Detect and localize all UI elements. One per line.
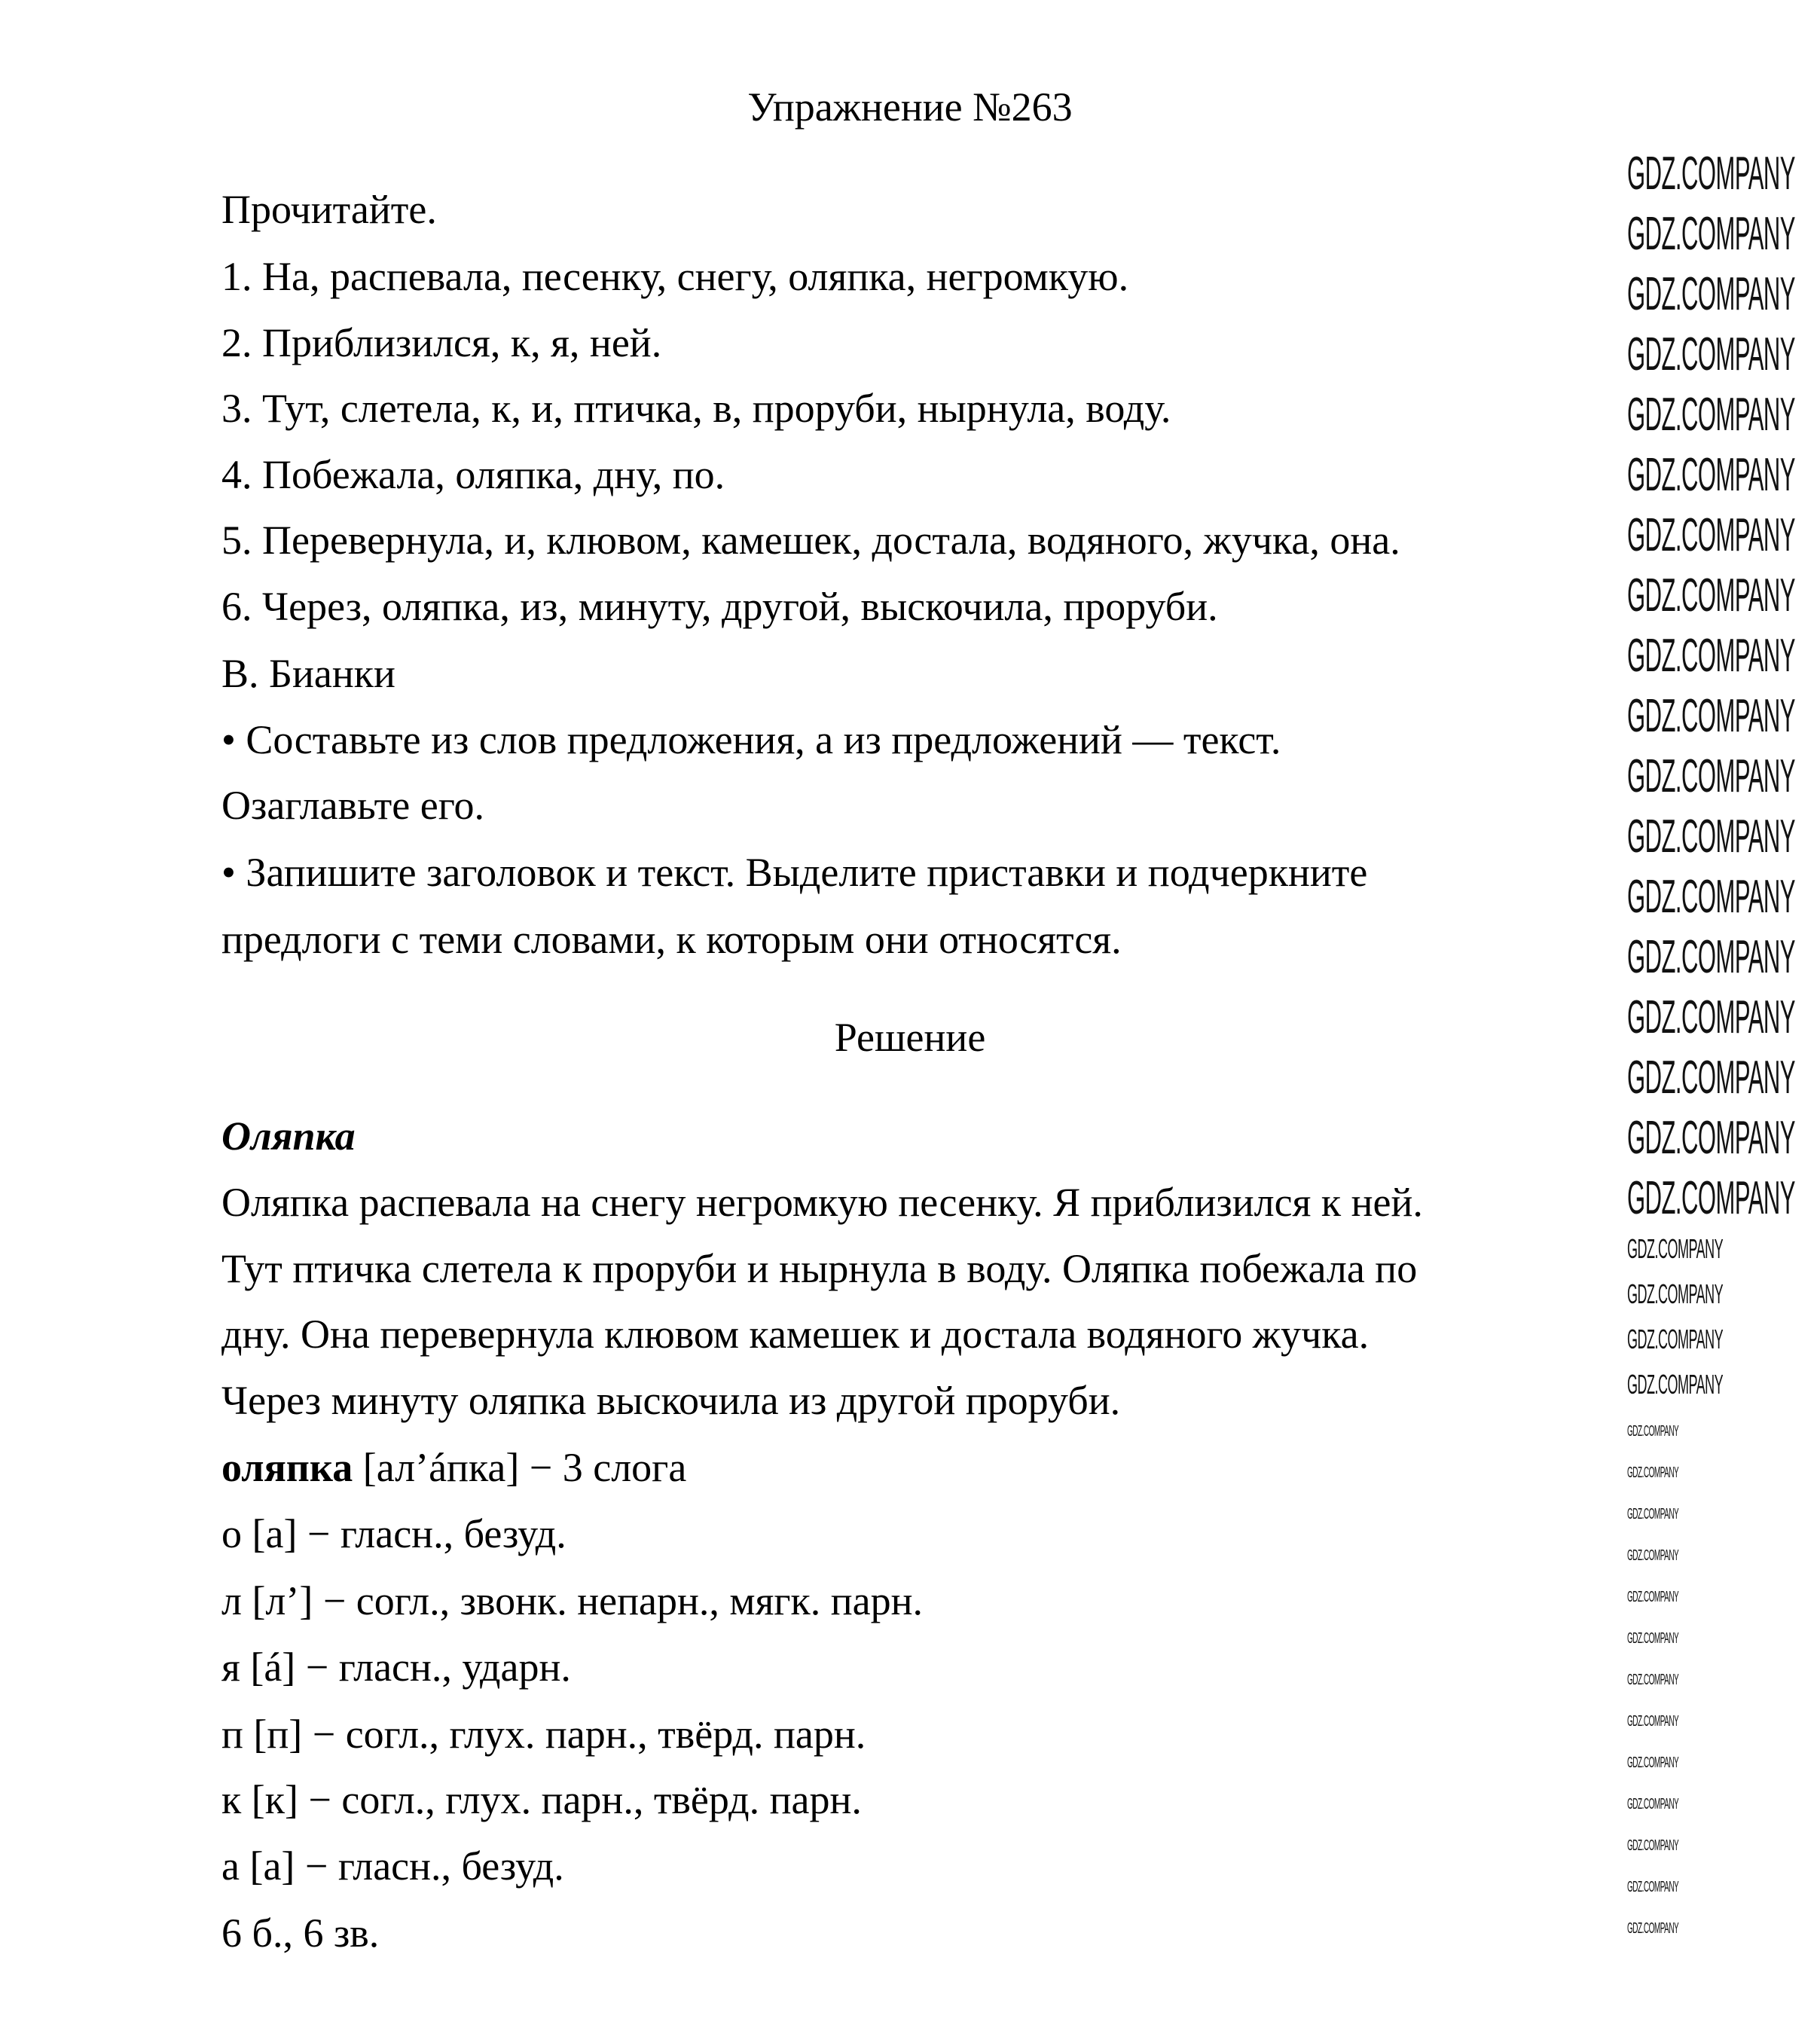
watermark: GDZ.COMPANY (1627, 630, 1795, 682)
watermark: GDZ.COMPANY (1627, 1630, 1679, 1647)
task-instruction: Озаглавьте его. (221, 783, 485, 828)
watermark: GDZ.COMPANY (1627, 449, 1795, 501)
task-item: 3. Тут, слетела, к, и, птичка, в, проруби, нырнула, воду. (221, 386, 1171, 431)
watermark: GDZ.COMPANY (1627, 1464, 1679, 1481)
watermark: GDZ.COMPANY (1627, 148, 1795, 200)
watermark: GDZ.COMPANY (1627, 1172, 1795, 1224)
watermark: GDZ.COMPANY (1627, 811, 1795, 863)
story-title: Оляпка (221, 1113, 356, 1159)
analyzed-word: оляпка (221, 1445, 353, 1490)
watermark: GDZ.COMPANY (1627, 871, 1795, 923)
watermark: GDZ.COMPANY (1627, 750, 1795, 802)
story-line: дну. Она перевернула клювом камешек и достала водяного жучка. (221, 1312, 1370, 1357)
task-item: 4. Побежала, оляпка, дну, по. (221, 452, 725, 497)
task-item: 5. Перевернула, и, клювом, камешек, достала, водяного, жучка, она. (221, 518, 1400, 563)
watermark: GDZ.COMPANY (1627, 1423, 1679, 1440)
watermark: GDZ.COMPANY (1627, 690, 1795, 742)
story-line: Оляпка распевала на снегу негромкую песенку. Я приблизился к ней. (221, 1180, 1423, 1225)
sound-row: я [á] − гласн., ударн. (221, 1645, 571, 1690)
watermark: GDZ.COMPANY (1627, 1672, 1679, 1688)
watermark: GDZ.COMPANY (1627, 1278, 1724, 1309)
watermark: GDZ.COMPANY (1627, 1369, 1724, 1400)
task-instruction: • Составьте из слов предложения, а из предложений — текст. (221, 717, 1281, 762)
sound-row: а [а] − гласн., безуд. (221, 1843, 564, 1889)
watermark: GDZ.COMPANY (1627, 570, 1795, 621)
watermark: GDZ.COMPANY (1627, 931, 1795, 983)
watermark: GDZ.COMPANY (1627, 1112, 1795, 1164)
phonetic-header (221, 1443, 686, 1492)
story-line: Через минуту оляпка выскочила из другой проруби. (221, 1378, 1121, 1423)
sound-summary: 6 б., 6 зв. (221, 1910, 380, 1956)
watermark: GDZ.COMPANY (1627, 1879, 1679, 1895)
task-author: В. Бианки (221, 651, 395, 696)
watermark: GDZ.COMPANY (1627, 1324, 1724, 1354)
solution-heading: Решение (834, 1015, 986, 1060)
watermark: GDZ.COMPANY (1627, 328, 1795, 380)
watermark: GDZ.COMPANY (1627, 991, 1795, 1043)
watermark: GDZ.COMPANY (1627, 1920, 1679, 1937)
task-instruction: предлоги с теми словами, к которым они относятся. (221, 917, 1122, 962)
watermark: GDZ.COMPANY (1627, 1547, 1679, 1564)
watermark: GDZ.COMPANY (1627, 389, 1795, 441)
watermark: GDZ.COMPANY (1627, 208, 1795, 260)
task-instruction: • Запишите заголовок и текст. Выделите приставки и подчеркните (221, 850, 1368, 895)
sound-row: к [к] − согл., глух. парн., твёрд. парн. (221, 1777, 862, 1822)
task-item: 2. Приблизился, к, я, ней. (221, 320, 662, 365)
watermark: GDZ.COMPANY (1627, 1796, 1679, 1812)
story-line: Тут птичка слетела к проруби и нырнула в воду. Оляпка побежала по (221, 1246, 1418, 1291)
watermark: GDZ.COMPANY (1627, 1233, 1724, 1264)
task-item: 1. На, распевала, песенку, снегу, оляпка, негромкую. (221, 254, 1129, 299)
sound-row: л [л’] − согл., звонк. непарн., мягк. парн. (221, 1578, 923, 1623)
watermark: GDZ.COMPANY (1627, 1713, 1679, 1730)
watermark: GDZ.COMPANY (1627, 1754, 1679, 1771)
page-title: Упражнение №263 (747, 84, 1073, 130)
sound-row: п [п] − согл., глух. парн., твёрд. парн. (221, 1712, 866, 1757)
watermark: GDZ.COMPANY (1627, 1052, 1795, 1104)
watermark: GDZ.COMPANY (1627, 1589, 1679, 1605)
watermark: GDZ.COMPANY (1627, 1506, 1679, 1522)
watermark: GDZ.COMPANY (1627, 1837, 1679, 1854)
task-item: 6. Через, оляпка, из, минуту, другой, выскочила, проруби. (221, 584, 1218, 629)
watermark: GDZ.COMPANY (1627, 509, 1795, 561)
watermark: GDZ.COMPANY (1627, 268, 1795, 320)
task-read: Прочитайте. (221, 187, 437, 232)
transcription: [ал’áпка] − 3 слога (353, 1445, 687, 1490)
sound-row: о [а] − гласн., безуд. (221, 1511, 566, 1556)
